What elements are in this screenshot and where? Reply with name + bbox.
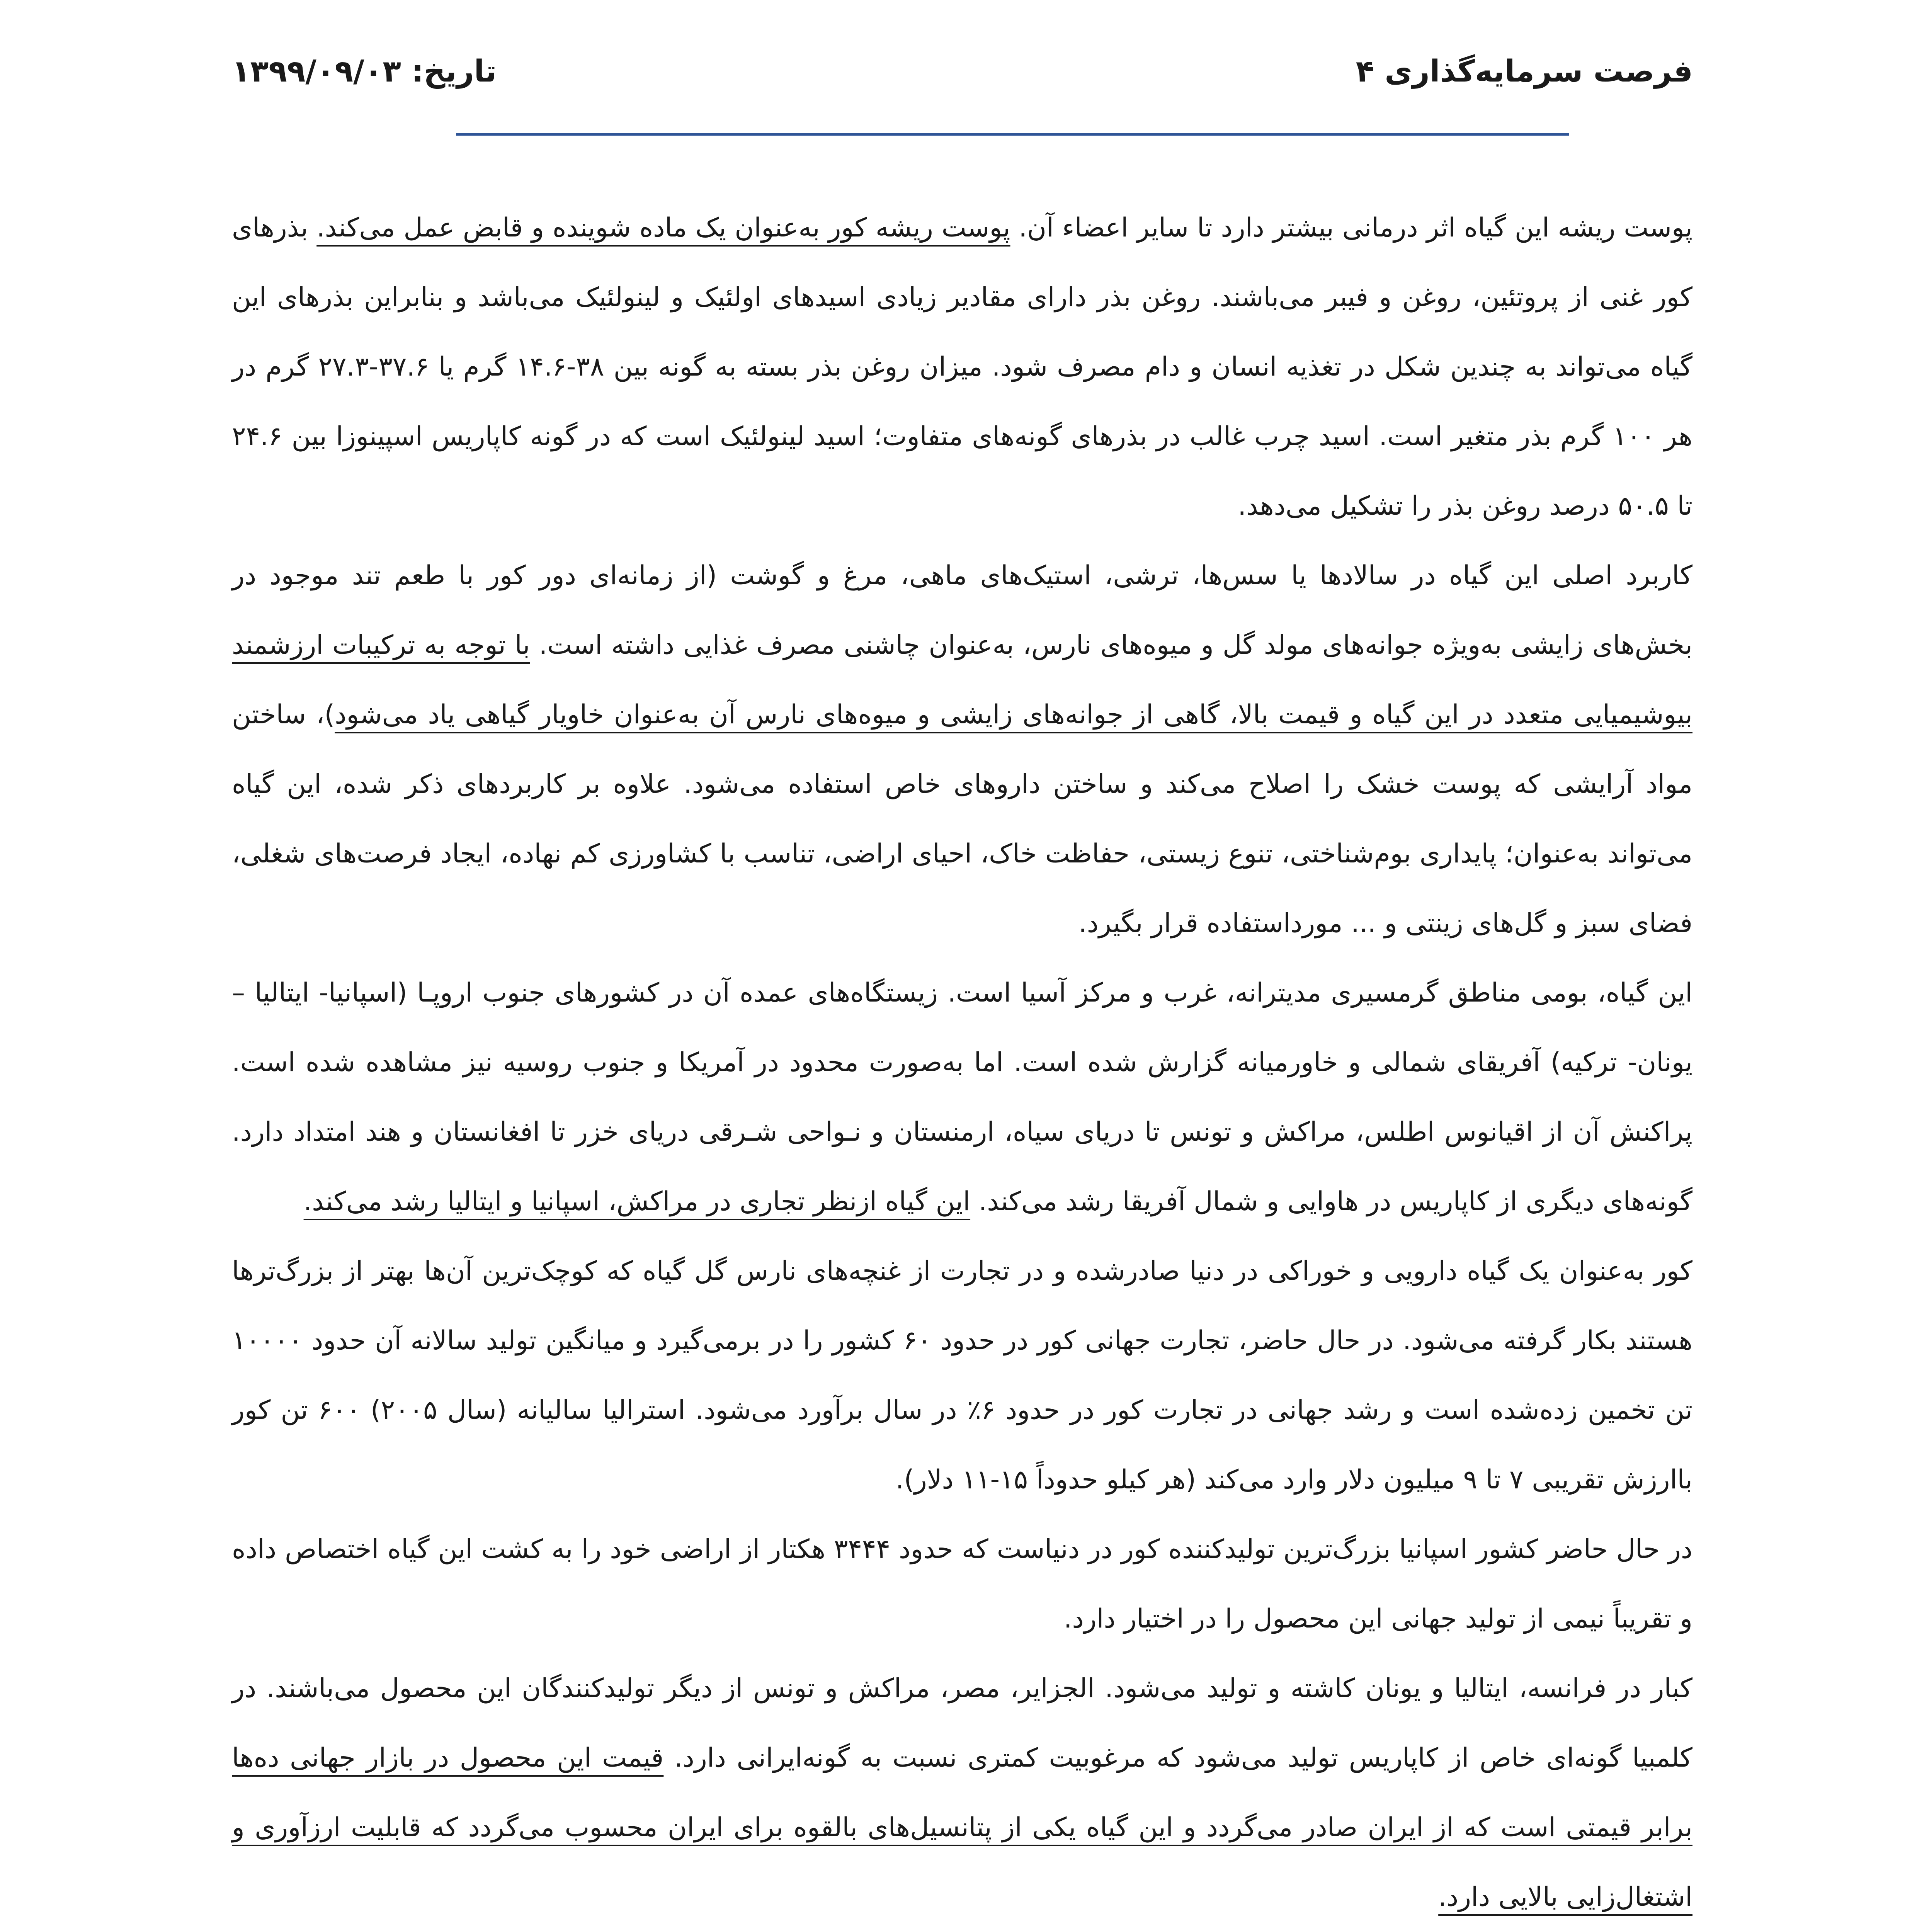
underlined-text: با توجه به ترکیبات ارزشمند بیوشیمیایی متعدد در این گیاه و قیمت بالا، گاهی از جوانه‌های زایشی و میوه‌های نارس آن به‌عنوان خاویار گیاهی یاد می‌شود xyxy=(232,630,1693,730)
paragraph xyxy=(232,958,1692,1236)
header-rule xyxy=(456,133,1569,136)
text-run: کور به‌عنوان یک گیاه دارویی و خوراکی در دنیا صادرشده و در تجارت از غنچه‌های نارس گل گیاه که کوچک‌ترین آن‌ها بهتر از بزرگ‌ترها هستند بکار گرفته می‌شود. در حال حاضر، تجارت جهانی کور در حدود ۶۰ کشور را در برمی‌گیرد و میانگین تولید سالانه آن حدود ۱۰۰۰۰ تن تخمین زده‌شده است و رشد جهانی در تجارت کور در حدود ۶٪ در سال برآورد می‌شود. استرالیا سالیانه (سال ۲۰۰۵) ۶۰۰ تن کور باارزش تقریبی ۷ تا ۹ میلیون دلار وارد می‌کند (هر کیلو حدوداً ۱۵-۱۱ دلار). xyxy=(232,1256,1692,1495)
text-run: )، ساختن مواد آرایشی که پوست خشک را اصلاح می‌کند و ساختن داروهای خاص استفاده می‌شود. علاوه بر کاربردهای ذکر شده، این گیاه می‌تواند به‌عنوان؛ پایداری بوم‌شناختی، تنوع زیستی، حفاظت خاک، احیای اراضی، تناسب با کشاورزی کم نهاده، ایجاد فرصت‌های شغلی، فضای سبز و گل‌های زینتی و ... مورداستفاده قرار بگیرد. xyxy=(232,699,1692,939)
underlined-text: این گیاه ازنظر تجاری در مراکش، اسپانیا و ایتالیا رشد می‌کند. xyxy=(303,1186,971,1217)
text-run: این گیاه، بومی مناطق گرمسیری مدیترانه، غرب و مرکز آسیا است. زیستگاه‌های عمده آن در کشورهای جنوب اروپـا (اسپانیا- ایتالیا – یونان- ترکیه) آفریقای شمالی و خاورمیانه گزارش شده است. اما به‌صورت محدود در آمریکا و جنوب روسیه نیز مشاهده شده است. پراکنش آن از اقیانوس اطلس، مراکش و تونس تا دریای سیاه، ارمنستان و نـواحی شـرقی دریای خزر تا افغانستان و هند امتداد دارد. گونه‌های دیگری از کاپاریس در هاوایی و شمال آفریقا رشد می‌کند. xyxy=(232,978,1692,1217)
paragraph xyxy=(232,193,1692,541)
text-run: کبار در فرانسه، ایتالیا و یونان کاشته و تولید می‌شود. الجزایر، مصر، مراکش و تونس از دیگر تولیدکنندگان این محصول می‌باشند. در کلمبیا گونه‌ای خاص از کاپاریس تولید می‌شود که مرغوبیت کمتری نسبت به گونه‌ایرانی دارد. xyxy=(232,1673,1692,1773)
paragraph xyxy=(232,1654,1692,1932)
header-title: فرصت سرمایه‌گذاری ۴ xyxy=(1356,54,1693,89)
paragraph xyxy=(232,1515,1692,1654)
text-run: بذرهای کور غنی از پروتئین، روغن و فیبر می‌باشند. روغن بذر دارای مقادیر زیادی اسیدهای اولئیک و لینولئیک می‌باشد و بنابراین بذرهای این گیاه می‌تواند به چندین شکل در تغذیه انسان و دام مصرف شود. میزان روغن بذر بسته به گونه بین ۳۸-۱۴.۶ گرم یا ۳۷.۶-۲۷.۳ گرم در هر ۱۰۰ گرم بذر متغیر است. اسید چرب غالب در بذرهای گونه‌های متفاوت؛ اسید لینولئیک است که در گونه کاپاریس اسپینوزا بین ۲۴.۶ تا ۵۰.۵ درصد روغن بذر را تشکیل می‌دهد. xyxy=(232,213,1693,521)
body-text xyxy=(232,193,1692,1932)
paragraph xyxy=(232,1236,1692,1515)
underlined-text: قیمت این محصول در بازار جهانی ده‌ها برابر قیمتی است که از ایران صادر می‌گردد و این گیاه یکی از پتانسیل‌های بالقوه برای ایران محسوب می‌گردد که قابلیت ارزآوری و اشتغال‌زایی بالایی دارد. xyxy=(232,1743,1692,1912)
text-run: کاربرد اصلی این گیاه در سالادها یا سس‌ها، ترشی، استیک‌های ماهی، مرغ و گوشت (از زمانه‌ای دور کور با طعم تند موجود در بخش‌های زایشی به‌ویژه جوانه‌های مولد گل و میوه‌های نارس، به‌عنوان چاشنی مصرف غذایی داشته است. xyxy=(232,560,1692,660)
text-run: در حال حاضر کشور اسپانیا بزرگ‌ترین تولیدکننده کور در دنیاست که حدود ۳۴۴۴ هکتار از اراضی خود را به کشت این گیاه اختصاص داده و تقریباً نیمی از تولید جهانی این محصول را در اختیار دارد. xyxy=(232,1534,1692,1634)
text-run: پوست ریشه این گیاه اثر درمانی بیشتر دارد تا سایر اعضاء آن. xyxy=(1010,213,1693,243)
paragraph xyxy=(232,541,1692,958)
underlined-text: پوست ریشه کور به‌عنوان یک ماده شوینده و قابض عمل می‌کند. xyxy=(316,213,1010,243)
header-date: تاریخ: ۱۳۹۹/۰۹/۰۳ xyxy=(232,54,497,89)
